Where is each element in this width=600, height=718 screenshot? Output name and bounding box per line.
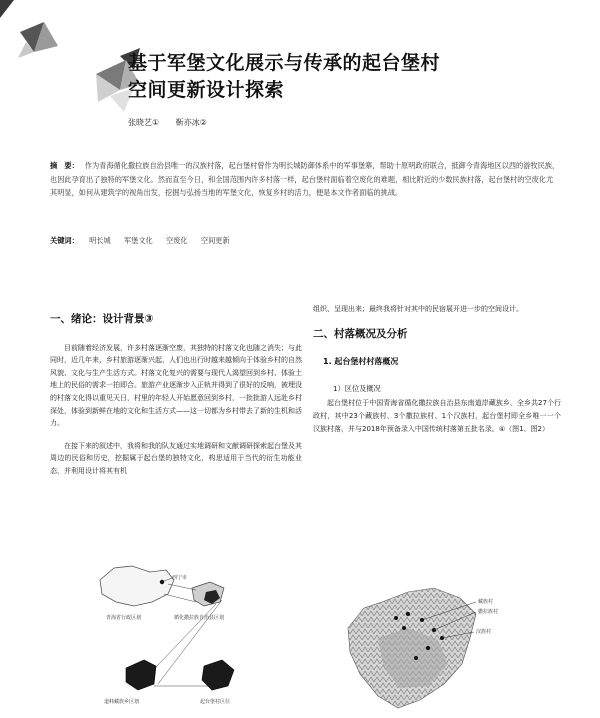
connector-line [168,584,196,590]
abstract-text: 作为青海循化撒拉族自治县唯一的汉族村落，起台堡村曾作为明长城防御体系中的军事堡寨，帮助十原明政府联合，抵御今青海地区以西的游牧民族，也因此孕育出了独特的军堡文化。然而直至今日，和全国范围内许多村落一样，起台堡村面临着空废化的难题，相比附近的少数民族村落，起台堡村的空废化尤其明显，如何从建筑学的视角出发，挖掘与弘扬当地的军堡文化，恢复乡村的活力，便是本文作者面临的挑战。 [50,161,560,198]
keyword: 空间更新 [200,236,230,245]
label-zangzu-village: 藏族村 [478,599,494,605]
left-column [50,303,302,488]
author-1: 张晓艺① [128,118,160,127]
label-qinghai-map: 青海省行政区划 [106,615,142,621]
subsection-1-heading: 1. 起台堡村村落概况 [323,357,399,367]
page-title [128,50,548,104]
figure-1-drawing [92,558,302,708]
authors [128,117,221,128]
keyword: 军堡文化 [123,236,153,245]
village-marker [426,646,430,650]
subsection-1-1-text: 起台堡村位于中国青海省循化撒拉族自治县东南道岸藏族乡，全乡共27个行政村，其中23个藏族村、3个撒拉族村、1个汉族村，起台堡村即全乡唯一一个汉族村落，并与2018年预备录入中国传统村落第五批名录。④（图1、图2） [313,399,561,433]
village-marker [406,612,410,616]
continued-paragraph: 组织、呈现出来；最终我将针对其中的民宿展开进一步的空间设计。 [313,305,523,313]
label-hanzu-village: 汉族村 [476,629,492,635]
title-line-2: 空间更新设计探索 [128,79,285,101]
figure-2-drawing [338,568,518,714]
section-1-paragraph-1: 目前随着经济发展，许多村落逐渐空废，其独特的村落文化也随之消失；与此同时，近几年来，乡村旅游逐渐兴起，人们也出行时越来越倾向于体验乡村的自然风貌、文化与生产生活方式。村落文化复兴的需要与现代人渴望回到乡村、体验土地上的民俗的需求一拍即合。旅游产业逐渐步入正轨并得到了很好的反响，被埋没的村落文化得以重见天日，村里的年轻人开始愿意回到乡村，一批批游人远赴乡村深处，体验到新鲜在地的文化和生活方式——这一切都为乡村带去了新的生机和活力。 [50,343,302,428]
keyword: 明长城 [89,236,111,245]
qinghai-province-map [100,566,174,606]
keywords [50,235,560,247]
village-marker [402,626,406,630]
village-marker [414,656,418,660]
keywords-label: 关键词： [50,236,79,245]
label-xunhua-map: 循化撒拉族自治县区划 [174,615,225,621]
subsection-1-1-heading: 1）区位及概况 [333,383,381,393]
village-marker [394,616,398,620]
right-column [313,303,561,445]
abstract-label: 摘 要： [50,161,79,170]
qitaibao-village-map [202,660,234,690]
keyword: 空废化 [166,236,188,245]
connector-line [164,594,196,602]
figure-2-terrain-map [338,568,518,714]
abstract [50,159,560,200]
section-1-paragraph-2: 在接下来的叙述中，我将和我的队友通过实地调研和文献调研探索起台堡及其周边的民俗和历史，挖掘属于起台堡的独特文化，构思适用于当代的衍生功能业态，并利用设计将其有机 [50,441,302,475]
label-qitaibao-map: 起台堡村区位 [200,699,231,705]
section-2-heading: 二、村落概况及分析 [313,327,408,340]
author-2: 靳亦冰② [175,118,207,127]
label-daowei-map: 道帏藏族乡区划 [104,699,140,705]
title-line-1: 基于军堡文化展示与传承的起台堡村 [128,52,441,74]
daowei-township-enlarged-map [126,660,156,690]
section-1-heading: 一、绪论：设计背景③ [50,313,154,325]
label-xining: 西宁市 [172,575,188,581]
figure-1-location-maps [92,558,302,708]
label-salazu-village: 撒拉族村 [478,609,499,615]
